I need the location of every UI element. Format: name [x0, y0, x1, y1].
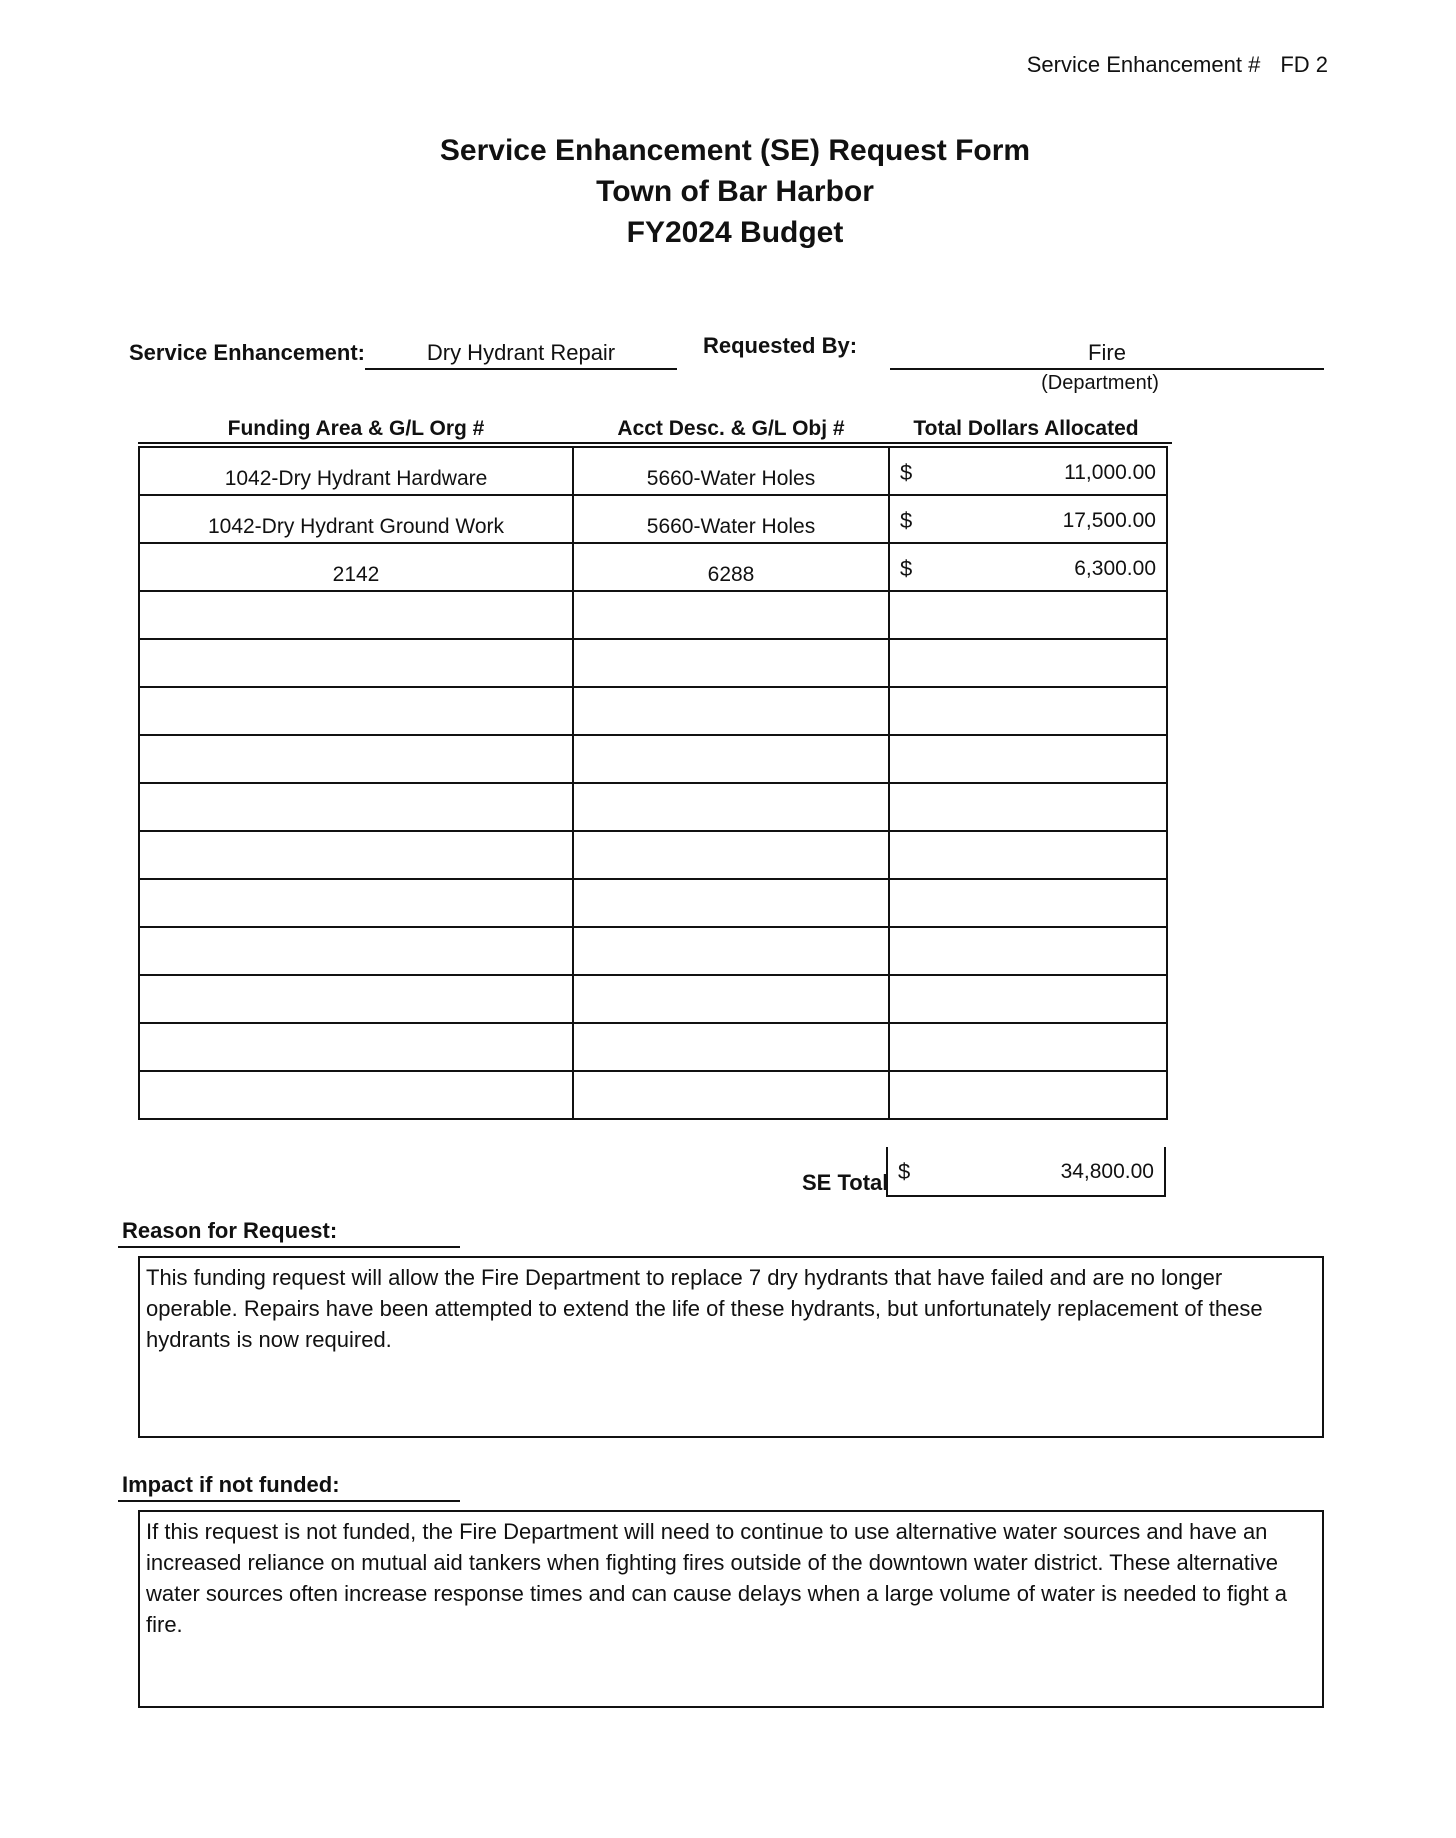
- funding-area-value: 1042-Dry Hydrant Hardware: [224, 467, 488, 490]
- acct-desc-cell[interactable]: [573, 927, 889, 975]
- currency-symbol: $: [900, 556, 913, 581]
- funding-area-value: [140, 827, 572, 830]
- impact-text-box[interactable]: [138, 1510, 1324, 1708]
- funding-area-value: [140, 635, 572, 638]
- requested-by-field[interactable]: Fire: [890, 338, 1324, 370]
- total-dollars-cell[interactable]: [889, 591, 1167, 639]
- acct-desc-value: [574, 1115, 888, 1118]
- allocation-table: [138, 446, 1168, 1120]
- funding-area-cell[interactable]: [139, 975, 573, 1023]
- service-enhancement-field[interactable]: Dry Hydrant Repair: [365, 338, 677, 370]
- funding-area-value: [140, 875, 572, 878]
- total-dollars-cell[interactable]: [889, 495, 1167, 543]
- funding-area-value: [140, 731, 572, 734]
- table-row: [139, 687, 1167, 735]
- funding-area-value: [140, 683, 572, 686]
- reason-label: Reason for Request:: [118, 1218, 460, 1248]
- table-row: [139, 495, 1167, 543]
- funding-area-cell[interactable]: [139, 927, 573, 975]
- acct-desc-cell[interactable]: [573, 783, 889, 831]
- department-caption: (Department): [1041, 372, 1159, 394]
- total-dollars-cell[interactable]: [889, 879, 1167, 927]
- table-top-rule: [138, 442, 1172, 444]
- funding-area-value: [140, 923, 572, 926]
- acct-desc-value: [574, 923, 888, 926]
- funding-area-value: [140, 1115, 572, 1118]
- acct-desc-value: 6288: [707, 563, 755, 586]
- table-row: [139, 927, 1167, 975]
- table-row: [139, 1023, 1167, 1071]
- se-number-label: Service Enhancement #: [1026, 52, 1261, 77]
- table-row: [139, 447, 1167, 495]
- table-row: [139, 975, 1167, 1023]
- header-funding-area: Funding Area & G/L Org #: [227, 417, 485, 440]
- currency-symbol: $: [898, 1159, 911, 1184]
- impact-label: Impact if not funded:: [118, 1472, 460, 1502]
- acct-desc-cell[interactable]: [573, 975, 889, 1023]
- acct-desc-value: [574, 827, 888, 830]
- total-dollars-cell[interactable]: [889, 735, 1167, 783]
- funding-area-value: 2142: [332, 563, 380, 586]
- acct-desc-cell[interactable]: [573, 687, 889, 735]
- acct-desc-value: [574, 971, 888, 974]
- acct-desc-value: [574, 1019, 888, 1022]
- se-number-value: FD 2: [1280, 52, 1328, 77]
- acct-desc-value: [574, 1067, 888, 1070]
- acct-desc-value: [574, 635, 888, 638]
- funding-area-cell[interactable]: [139, 687, 573, 735]
- se-total-cell[interactable]: [886, 1147, 1166, 1197]
- acct-desc-value: [574, 875, 888, 878]
- funding-area-cell[interactable]: [139, 831, 573, 879]
- funding-area-cell[interactable]: [139, 879, 573, 927]
- funding-area-value: [140, 971, 572, 974]
- acct-desc-cell[interactable]: [573, 1023, 889, 1071]
- funding-area-cell[interactable]: [139, 1023, 573, 1071]
- funding-area-cell[interactable]: [139, 1071, 573, 1119]
- table-row: [139, 1071, 1167, 1119]
- table-row: [139, 543, 1167, 591]
- total-dollars-cell[interactable]: [889, 927, 1167, 975]
- acct-desc-value: [574, 683, 888, 686]
- total-dollars-cell[interactable]: [889, 543, 1167, 591]
- se-total-label: SE Total: [802, 1170, 889, 1195]
- funding-area-cell[interactable]: [139, 783, 573, 831]
- currency-symbol: $: [900, 460, 913, 485]
- funding-area-cell[interactable]: [139, 543, 573, 591]
- title-line-3: FY2024 Budget: [626, 216, 844, 249]
- table-row: [139, 735, 1167, 783]
- total-dollars-cell[interactable]: [889, 639, 1167, 687]
- acct-desc-value: [574, 731, 888, 734]
- table-row: [139, 783, 1167, 831]
- total-dollars-value: 11,000.00: [1064, 461, 1156, 484]
- total-dollars-value: 6,300.00: [1074, 557, 1156, 580]
- table-row: [139, 831, 1167, 879]
- se-number: [1027, 52, 1328, 78]
- acct-desc-value: 5660-Water Holes: [646, 515, 816, 538]
- table-row: [139, 639, 1167, 687]
- table-row: [139, 879, 1167, 927]
- header-total-dollars: Total Dollars Allocated: [913, 417, 1139, 440]
- header-acct-desc: Acct Desc. & G/L Obj #: [617, 417, 845, 440]
- funding-area-value: 1042-Dry Hydrant Ground Work: [207, 515, 505, 538]
- acct-desc-cell[interactable]: [573, 879, 889, 927]
- funding-area-value: [140, 1067, 572, 1070]
- acct-desc-cell[interactable]: [573, 1071, 889, 1119]
- total-dollars-cell[interactable]: [889, 975, 1167, 1023]
- table-row: [139, 591, 1167, 639]
- total-dollars-cell[interactable]: [889, 1071, 1167, 1119]
- se-total-amount: 34,800.00: [1060, 1160, 1154, 1183]
- acct-desc-value: 5660-Water Holes: [646, 467, 816, 490]
- acct-desc-cell[interactable]: [573, 831, 889, 879]
- funding-area-value: [140, 779, 572, 782]
- title-line-1: Service Enhancement (SE) Request Form: [439, 134, 1031, 167]
- title-line-2: Town of Bar Harbor: [596, 175, 874, 208]
- funding-area-cell[interactable]: [139, 447, 573, 495]
- acct-desc-cell[interactable]: [573, 639, 889, 687]
- funding-area-cell[interactable]: [139, 591, 573, 639]
- acct-desc-cell[interactable]: [573, 447, 889, 495]
- acct-desc-value: [574, 779, 888, 782]
- total-dollars-cell[interactable]: [889, 687, 1167, 735]
- service-enhancement-label: Service Enhancement:: [129, 340, 365, 365]
- total-dollars-value: 17,500.00: [1062, 509, 1156, 532]
- acct-desc-cell[interactable]: [573, 591, 889, 639]
- funding-area-cell[interactable]: [139, 639, 573, 687]
- funding-area-cell[interactable]: [139, 495, 573, 543]
- currency-symbol: $: [900, 508, 913, 533]
- acct-desc-cell[interactable]: [573, 735, 889, 783]
- form-title: [0, 130, 1456, 253]
- reason-text: This funding request will allow the Fire Department to replace 7 dry hydrants that have failed and are no longer operable. Repairs have been attempted to extend the life of these hydrants, but unfortunately replacement of these hydrants is now required.: [146, 1265, 1263, 1352]
- total-dollars-cell[interactable]: [889, 447, 1167, 495]
- acct-desc-cell[interactable]: [573, 495, 889, 543]
- requested-by-label: Requested By:: [703, 333, 858, 358]
- total-dollars-cell[interactable]: [889, 831, 1167, 879]
- acct-desc-cell[interactable]: [573, 543, 889, 591]
- funding-area-value: [140, 1019, 572, 1022]
- total-dollars-cell[interactable]: [889, 1023, 1167, 1071]
- impact-text: If this request is not funded, the Fire Department will need to continue to use alternative water sources and have an increased reliance on mutual aid tankers when fighting fires outside of the downtown water district. These alternative water sources often increase response times and can cause delays when a large volume of water is needed to fight a fire.: [146, 1519, 1287, 1637]
- total-dollars-cell[interactable]: [889, 783, 1167, 831]
- funding-area-cell[interactable]: [139, 735, 573, 783]
- reason-text-box[interactable]: [138, 1256, 1324, 1438]
